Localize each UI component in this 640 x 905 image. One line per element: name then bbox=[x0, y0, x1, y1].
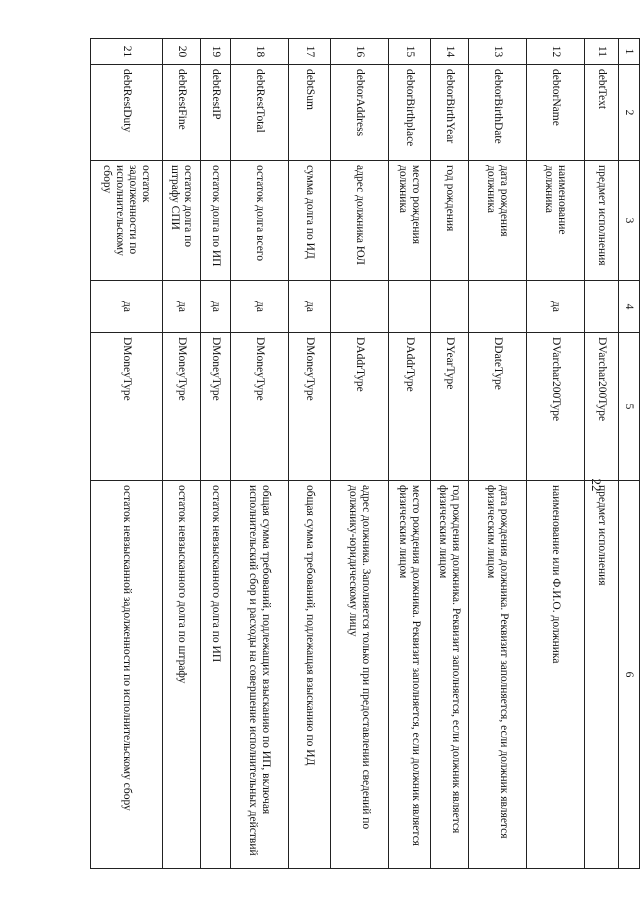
cell-name: дата рождения должника bbox=[469, 161, 527, 281]
header-cell: 4 bbox=[619, 281, 640, 333]
cell-name: место рождения должника bbox=[389, 161, 431, 281]
cell-description: дата рождения должника. Реквизит заполняется, если должник является физическим лицом bbox=[469, 481, 527, 869]
cell-required: да bbox=[231, 281, 289, 333]
cell-num: 17 bbox=[289, 39, 331, 65]
cell-type: DMoneyType bbox=[91, 333, 163, 481]
cell-num: 12 bbox=[527, 39, 585, 65]
cell-field: debtRestTotal bbox=[231, 65, 289, 161]
cell-type: DAddrType bbox=[389, 333, 431, 481]
cell-type: DVarchar200Type bbox=[585, 333, 619, 481]
cell-required: да bbox=[201, 281, 231, 333]
header-cell: 1 bbox=[619, 39, 640, 65]
cell-num: 16 bbox=[331, 39, 389, 65]
cell-field: debtRestIP bbox=[201, 65, 231, 161]
cell-required bbox=[331, 281, 389, 333]
cell-field: debtText bbox=[585, 65, 619, 161]
header-cell: 6 bbox=[619, 481, 640, 869]
cell-description: наименование или Ф.И.О. должника bbox=[527, 481, 585, 869]
cell-num: 13 bbox=[469, 39, 527, 65]
cell-num: 15 bbox=[389, 39, 431, 65]
header-cell: 5 bbox=[619, 333, 640, 481]
table-row bbox=[289, 39, 331, 869]
cell-num: 21 bbox=[91, 39, 163, 65]
header-row bbox=[619, 39, 640, 869]
cell-field: debtRestDuty bbox=[91, 65, 163, 161]
page-number: 22 bbox=[589, 478, 604, 492]
cell-name: остаток долга по штрафу СПИ bbox=[163, 161, 201, 281]
header-cell: 2 bbox=[619, 65, 640, 161]
cell-type: DDateType bbox=[469, 333, 527, 481]
cell-type: DMoneyType bbox=[201, 333, 231, 481]
table-row bbox=[231, 39, 289, 869]
cell-type: DMoneyType bbox=[231, 333, 289, 481]
table-row bbox=[91, 39, 163, 869]
cell-name: остаток долга по ИП bbox=[201, 161, 231, 281]
cell-required bbox=[389, 281, 431, 333]
cell-description: год рождения должника. Реквизит заполняется, если должник является физическим лицом bbox=[431, 481, 469, 869]
cell-required bbox=[431, 281, 469, 333]
cell-name: наименование должника bbox=[527, 161, 585, 281]
cell-field: debtorBirthDate bbox=[469, 65, 527, 161]
cell-num: 14 bbox=[431, 39, 469, 65]
cell-description: остаток невзысканной задолженности по исполнительскому сбору bbox=[91, 481, 163, 869]
header-cell: 3 bbox=[619, 161, 640, 281]
cell-description: общая сумма требований, подлежащих взысканию по ИП, включая исполнительский сбор и расходы на совершение исполнительных действий bbox=[231, 481, 289, 869]
table-row bbox=[163, 39, 201, 869]
cell-field: debtSum bbox=[289, 65, 331, 161]
table-row bbox=[585, 39, 619, 869]
cell-description: адрес должника. Заполняется только при предоставлении сведений по должнику-юридическому лицу bbox=[331, 481, 389, 869]
table-row bbox=[201, 39, 231, 869]
cell-description: остаток невзысканного долга по ИП bbox=[201, 481, 231, 869]
table-row bbox=[527, 39, 585, 869]
rotated-page bbox=[96, 38, 640, 868]
table-row bbox=[389, 39, 431, 869]
cell-type: DMoneyType bbox=[163, 333, 201, 481]
cell-field: debtorBirthplace bbox=[389, 65, 431, 161]
cell-description: остаток невзысканного долга по штрафу bbox=[163, 481, 201, 869]
cell-required bbox=[585, 281, 619, 333]
cell-description: предмет исполнения bbox=[585, 481, 619, 869]
cell-type: DAddrType bbox=[331, 333, 389, 481]
cell-field: debtorBirthYear bbox=[431, 65, 469, 161]
table-row bbox=[331, 39, 389, 869]
cell-num: 18 bbox=[231, 39, 289, 65]
cell-field: debtorName bbox=[527, 65, 585, 161]
cell-required: да bbox=[163, 281, 201, 333]
cell-name: остаток долга всего bbox=[231, 161, 289, 281]
cell-name: остаток задолженности по исполнительскому сбору bbox=[91, 161, 163, 281]
cell-description: общая сумма требований, подлежащая взысканию по ИД bbox=[289, 481, 331, 869]
cell-required: да bbox=[91, 281, 163, 333]
cell-type: DMoneyType bbox=[289, 333, 331, 481]
cell-required bbox=[469, 281, 527, 333]
cell-type: DVarchar200Type bbox=[527, 333, 585, 481]
cell-description: место рождения должника. Реквизит заполняется, если должник является физическим лицом bbox=[389, 481, 431, 869]
table-row bbox=[431, 39, 469, 869]
cell-name: предмет исполнения bbox=[585, 161, 619, 281]
cell-type: DYearType bbox=[431, 333, 469, 481]
cell-required: да bbox=[527, 281, 585, 333]
cell-num: 19 bbox=[201, 39, 231, 65]
table-row bbox=[469, 39, 527, 869]
cell-num: 11 bbox=[585, 39, 619, 65]
fields-table bbox=[90, 38, 640, 869]
cell-name: сумма долга по ИД bbox=[289, 161, 331, 281]
cell-required: да bbox=[289, 281, 331, 333]
cell-name: адрес должника ЮЛ bbox=[331, 161, 389, 281]
cell-field: debtorAddress bbox=[331, 65, 389, 161]
cell-field: debtRestFine bbox=[163, 65, 201, 161]
cell-num: 20 bbox=[163, 39, 201, 65]
cell-name: год рождения bbox=[431, 161, 469, 281]
